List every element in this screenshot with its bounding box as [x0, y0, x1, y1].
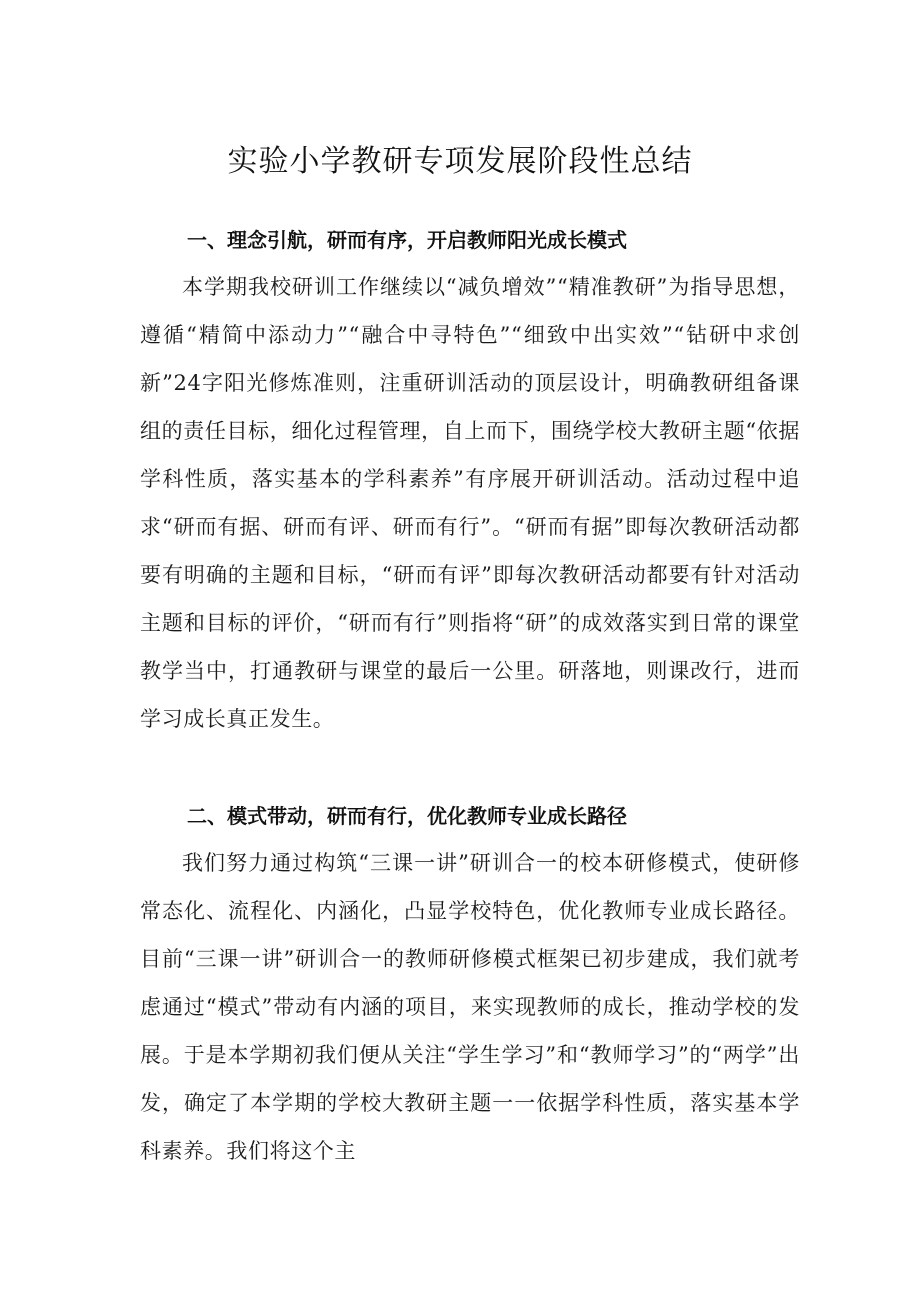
section-heading-2: 二、模式带动，研而有行，优化教师专业成长路径 — [187, 804, 627, 828]
document-title: 实验小学教研专项发展阶段性总结 — [227, 144, 693, 179]
section-paragraph-2: 我们努力通过构筑“三课一讲”研训合一的校本研修模式，使研修常态化、流程化、内涵化，凸显学校特色，优化教师专业成长路径。目前“三课一讲”研训合一的教师研修模式框架已初步建成，我们就考虑通过“模式”带动有内涵的项目，来实现教师的成长，推动学校的发展。于是本学期初我们便从关注“学生学习”和“教师学习”的“两学”出发，确定了本学期的学校大教研主题一一依据学科性质，落实基本学科素养。我们将这个主 — [140, 851, 800, 1163]
section-heading-1: 一、理念引航，研而有序，开启教师阳光成长模式 — [187, 228, 627, 252]
section-paragraph-1: 本学期我校研训工作继续以“减负增效”“精准教研”为指导思想，遵循“精简中添动力”“融合中寻特色”“细致中出实效”“钻研中求创新”24字阳光修炼准则，注重研训活动的顶层设计，明确教研组备课组的责任目标，细化过程管理，自上而下，围绕学校大教研主题“依据学科性质，落实基本的学科素养”有序展开研训活动。活动过程中追求“研而有据、研而有评、研而有行”。“研而有据”即每次教研活动都要有明确的主题和目标，“研而有评”即每次教研活动都要有针对活动主题和目标的评价，“研而有行”则指将“研”的成效落实到日常的课堂教学当中，打通教研与课堂的最后一公里。研落地，则课改行，进而学习成长真正发生。 — [140, 275, 800, 731]
